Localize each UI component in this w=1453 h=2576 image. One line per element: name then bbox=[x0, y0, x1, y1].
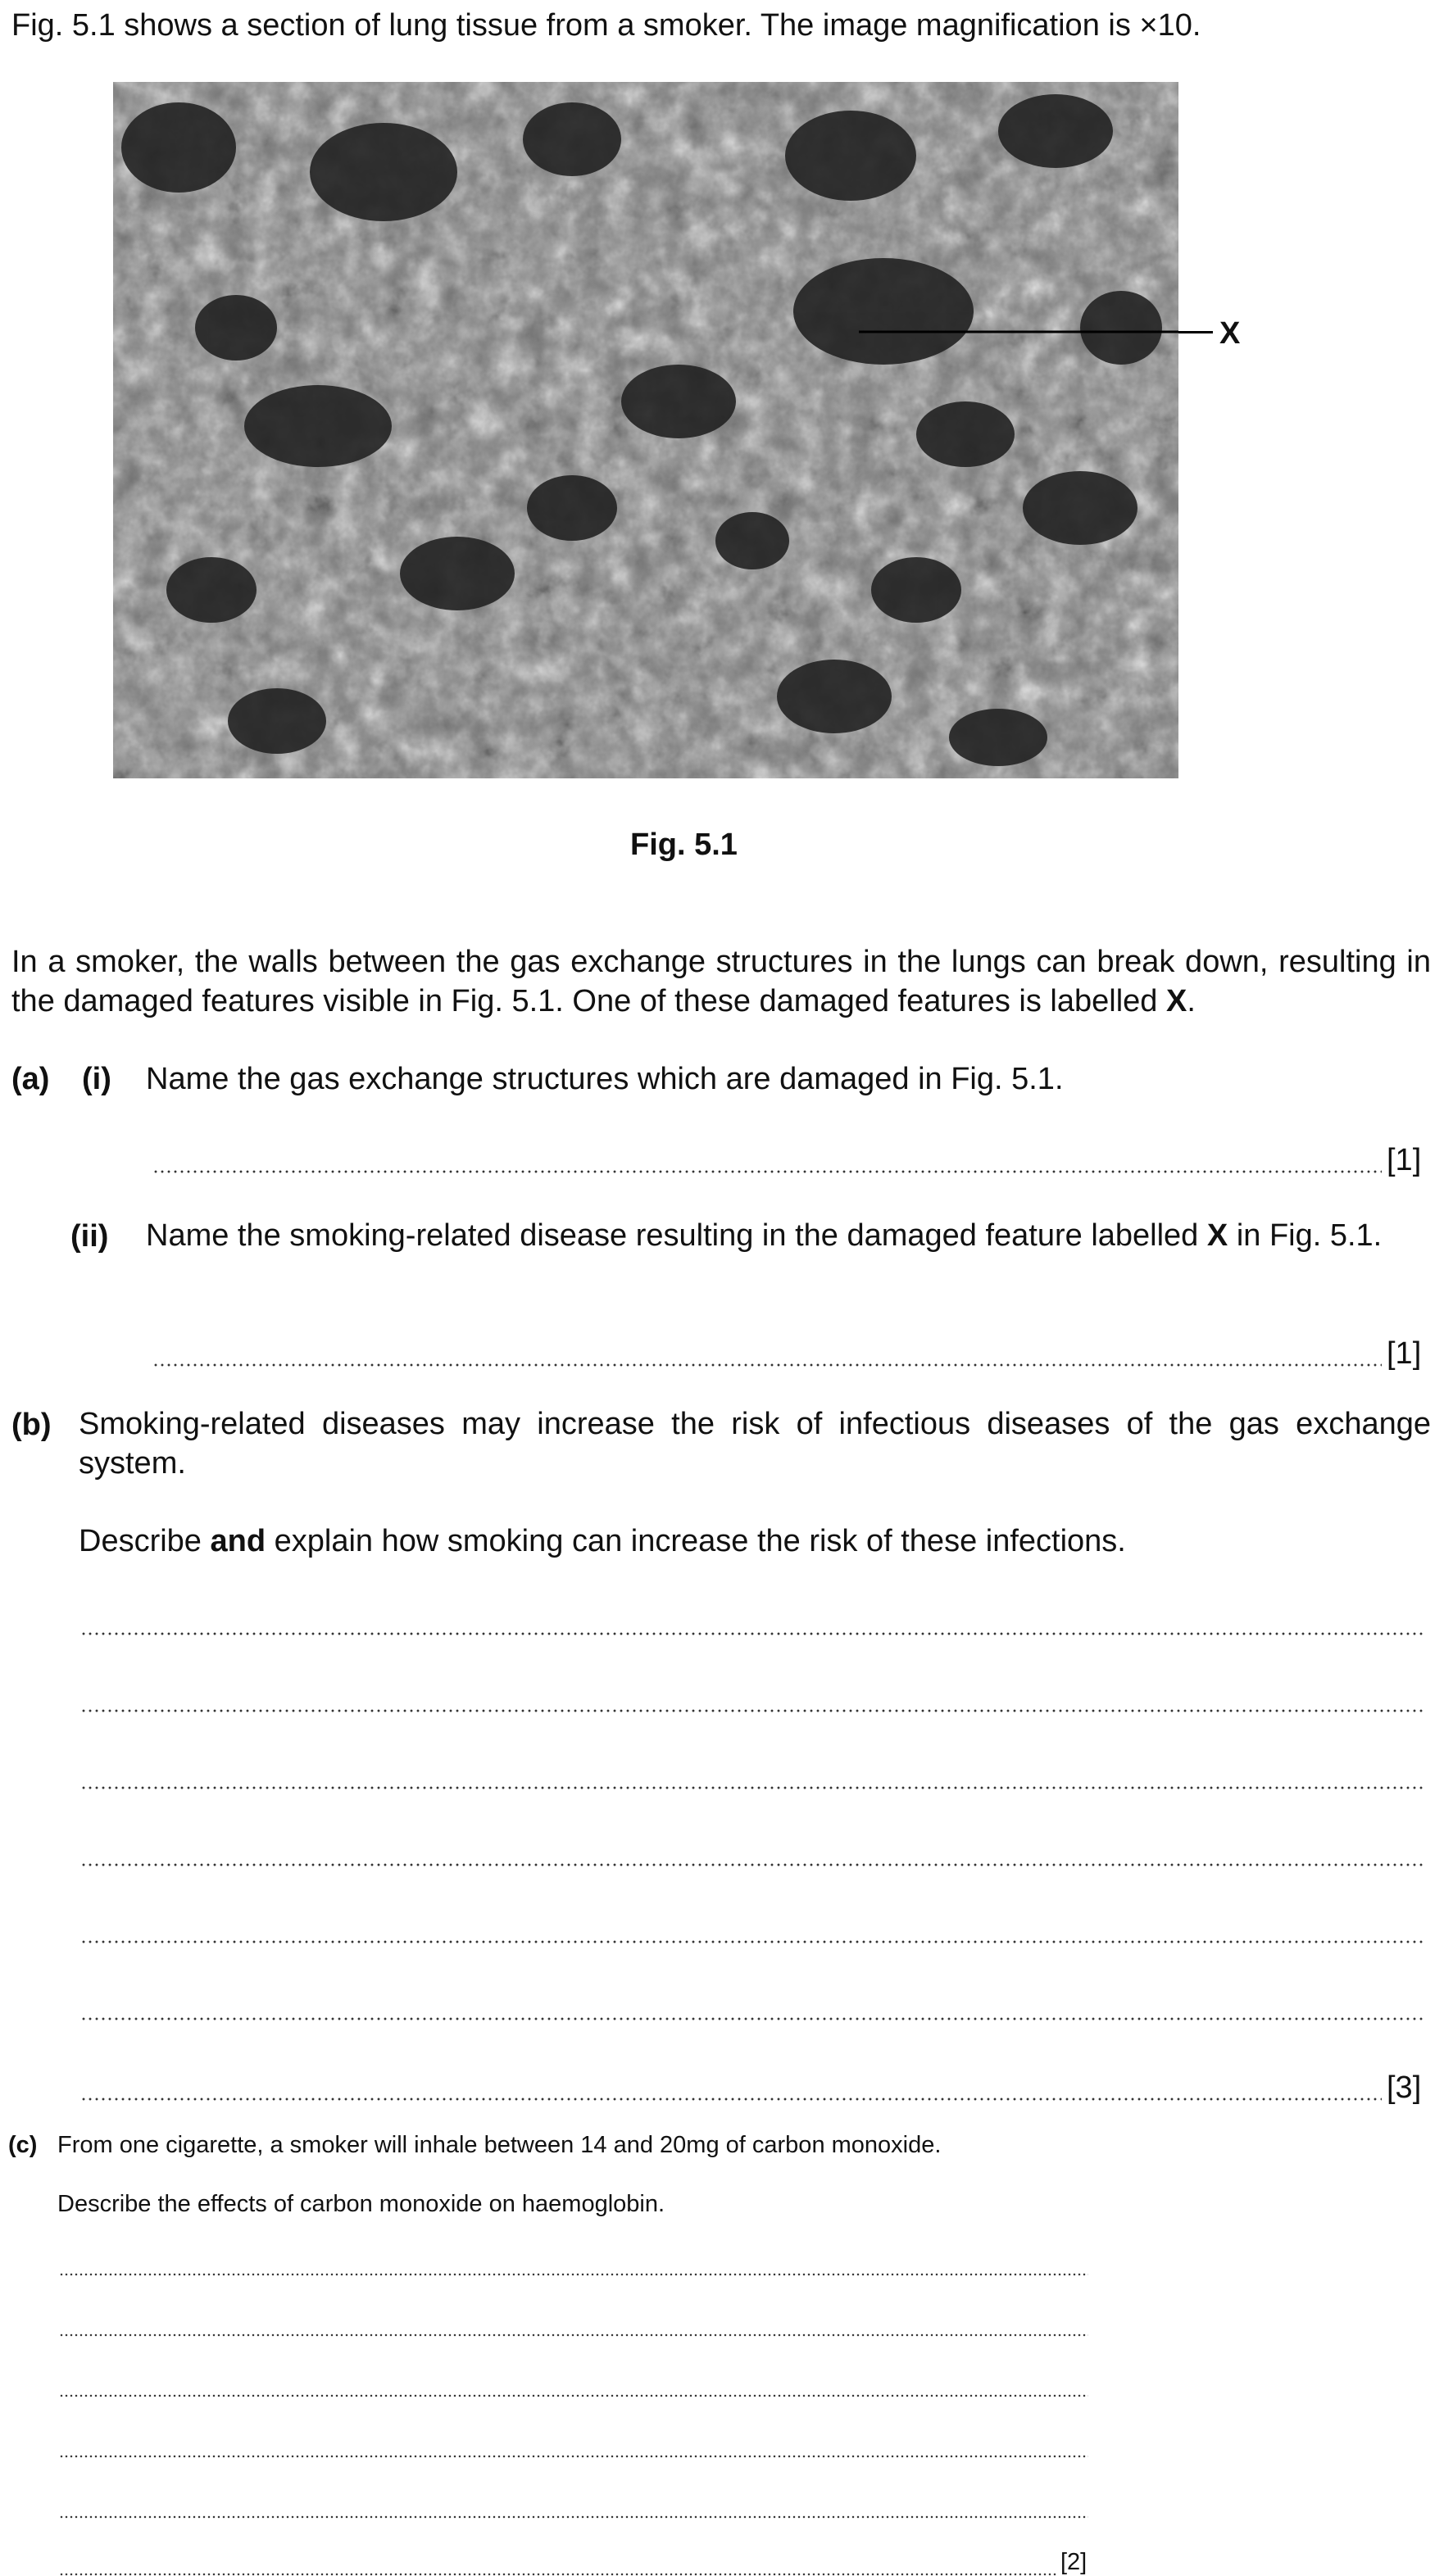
part-a-i-number: (i) bbox=[82, 1062, 111, 1096]
part-a-ii-text-post: in Fig. 5.1. bbox=[1236, 1218, 1383, 1253]
part-b-instruction-and: and bbox=[210, 1524, 266, 1558]
part-a-ii-text-pre: Name the smoking-related disease resulting in the damaged feature labelled bbox=[146, 1218, 1199, 1253]
part-b-instruction-pre: Describe bbox=[79, 1524, 202, 1558]
figure-caption: Fig. 5.1 bbox=[630, 828, 738, 862]
x-label-line bbox=[1178, 331, 1213, 333]
part-c-question: From one cigarette, a smoker will inhale between 14 and 20mg of carbon monoxide. bbox=[57, 2132, 942, 2158]
label-x: X bbox=[1219, 316, 1241, 351]
part-c-instruction: Describe the effects of carbon monoxide on haemoglobin. bbox=[57, 2191, 665, 2217]
part-a-label: (a) bbox=[11, 1062, 50, 1096]
context-x: X bbox=[1165, 984, 1187, 1018]
part-b-label: (b) bbox=[11, 1408, 52, 1442]
context-text: In a smoker, the walls between the gas exchange structures in the lungs can break down, resulting in the damaged features visible in Fig. 5.1. One of these damaged features is labelled bbox=[11, 945, 1431, 1018]
answer-line-b-3[interactable] bbox=[80, 1786, 1424, 1789]
answer-line-c-2[interactable] bbox=[59, 2333, 1088, 2337]
lung-tissue-micrograph bbox=[113, 82, 1178, 778]
answer-line-c-6[interactable] bbox=[59, 2573, 1057, 2576]
intro-text: Fig. 5.1 shows a section of lung tissue from a smoker. The image magnification is ×10. bbox=[11, 8, 1201, 43]
context-paragraph bbox=[11, 942, 1431, 1021]
mark-c: [2] bbox=[1060, 2549, 1087, 2575]
answer-line-c-3[interactable] bbox=[59, 2394, 1088, 2397]
part-b-question: Smoking-related diseases may increase the risk of infectious diseases of the gas exchange system. bbox=[79, 1407, 1431, 1481]
answer-line-c-4[interactable] bbox=[59, 2455, 1088, 2458]
part-a-i-question: Name the gas exchange structures which are damaged in Fig. 5.1. bbox=[146, 1062, 1064, 1096]
part-a-ii-question bbox=[146, 1216, 1431, 1255]
answer-line-b-7[interactable] bbox=[80, 2098, 1382, 2101]
answer-line-b-6[interactable] bbox=[80, 2017, 1424, 2020]
answer-line-b-4[interactable] bbox=[80, 1863, 1424, 1866]
mark-a-i: [1] bbox=[1387, 1143, 1422, 1177]
part-c-label: (c) bbox=[8, 2132, 38, 2158]
answer-line-a-ii[interactable] bbox=[152, 1363, 1382, 1367]
mark-b: [3] bbox=[1387, 2070, 1422, 2105]
answer-line-b-5[interactable] bbox=[80, 1940, 1424, 1943]
part-b-instruction-post: explain how smoking can increase the risk of these infections. bbox=[274, 1524, 1126, 1558]
mark-a-ii: [1] bbox=[1387, 1336, 1422, 1371]
answer-line-b-1[interactable] bbox=[80, 1632, 1424, 1635]
part-a-ii-x: X bbox=[1206, 1218, 1228, 1253]
answer-line-b-2[interactable] bbox=[80, 1709, 1424, 1712]
answer-line-c-5[interactable] bbox=[59, 2515, 1088, 2519]
answer-line-a-i[interactable] bbox=[152, 1170, 1382, 1173]
answer-line-c-1[interactable] bbox=[59, 2273, 1088, 2276]
part-b-instruction bbox=[79, 1522, 1126, 1560]
part-a-ii-number: (ii) bbox=[70, 1219, 109, 1254]
context-end: . bbox=[1187, 984, 1196, 1018]
